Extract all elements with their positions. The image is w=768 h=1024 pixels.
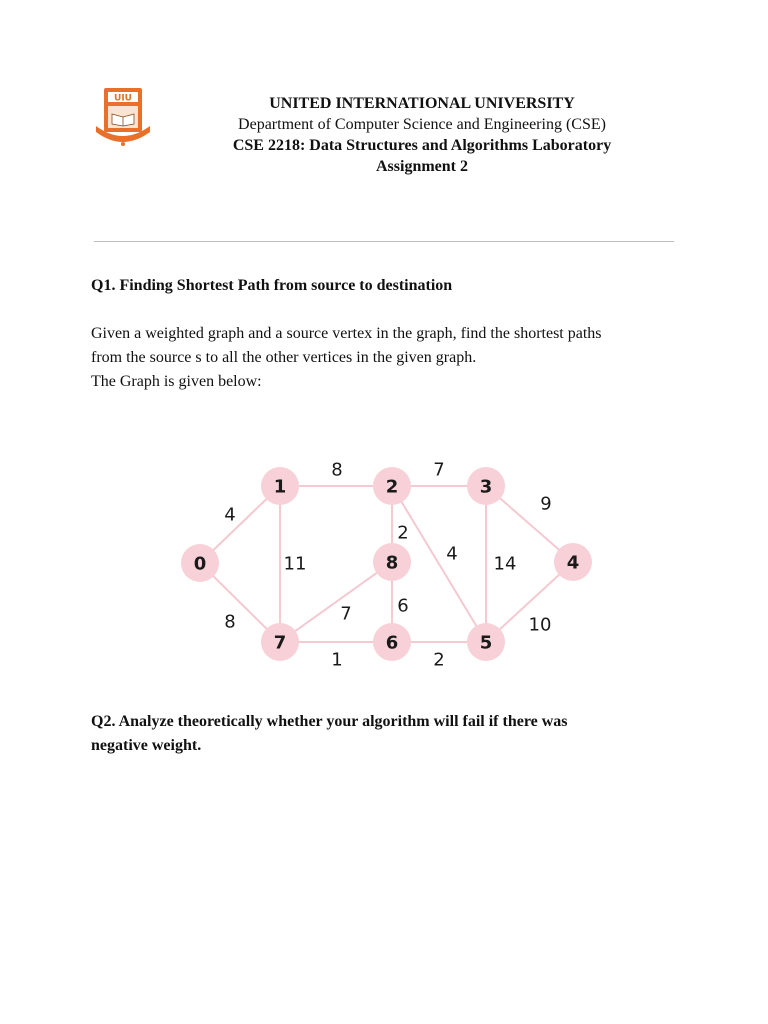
node-label-1: 1 [273,476,287,498]
node-label-8: 8 [385,552,399,574]
course-title: CSE 2218: Data Structures and Algorithms Laboratory [232,137,612,154]
edge-weight-7-8: 7 [340,603,352,625]
weighted-graph [160,440,610,680]
svg-text:UIU: UIU [114,93,132,104]
node-label-6: 6 [385,632,399,654]
edge-weight-3-4: 9 [540,493,552,515]
node-label-3: 3 [479,476,493,498]
edge-weight-6-7: 1 [331,649,343,671]
q1-line-1: Given a weighted graph and a source vertex in the graph, find the shortest paths [91,325,602,342]
edge-weight-2-3: 7 [433,459,445,481]
q1-description [91,322,681,394]
edge-weight-1-2: 8 [331,459,343,481]
q1-title: Q1. Finding Shortest Path from source to destination [91,277,453,294]
divider [94,241,674,242]
node-label-2: 2 [385,476,399,498]
q1-line-3: The Graph is given below: [91,373,262,390]
document-header [200,93,644,177]
node-label-0: 0 [193,553,207,575]
q1-line-2: from the source s to all the other vertices in the given graph. [91,349,477,366]
node-label-4: 4 [566,552,580,574]
university-logo [90,86,156,150]
node-label-7: 7 [273,632,287,654]
edge-weight-1-7: 11 [283,553,307,575]
q2-title-line-2: negative weight. [91,737,202,754]
edge-weight-6-8: 6 [397,595,409,617]
edge-weight-5-6: 2 [433,649,445,671]
assignment-title: Assignment 2 [375,158,468,175]
edge-weight-0-7: 8 [224,611,236,633]
q2-title [91,710,681,758]
edge-weight-4-5: 10 [528,614,552,636]
edge-weight-2-5: 4 [446,543,458,565]
node-label-5: 5 [479,632,493,654]
q2-title-line-1: Q2. Analyze theoretically whether your algorithm will fail if there was [91,713,568,730]
edge-weight-0-1: 4 [224,504,236,526]
university-name: UNITED INTERNATIONAL UNIVERSITY [269,95,575,112]
edge-weight-3-5: 14 [493,553,517,575]
department-name: Department of Computer Science and Engineering (CSE) [238,116,606,133]
edge-weight-2-8: 2 [397,522,409,544]
